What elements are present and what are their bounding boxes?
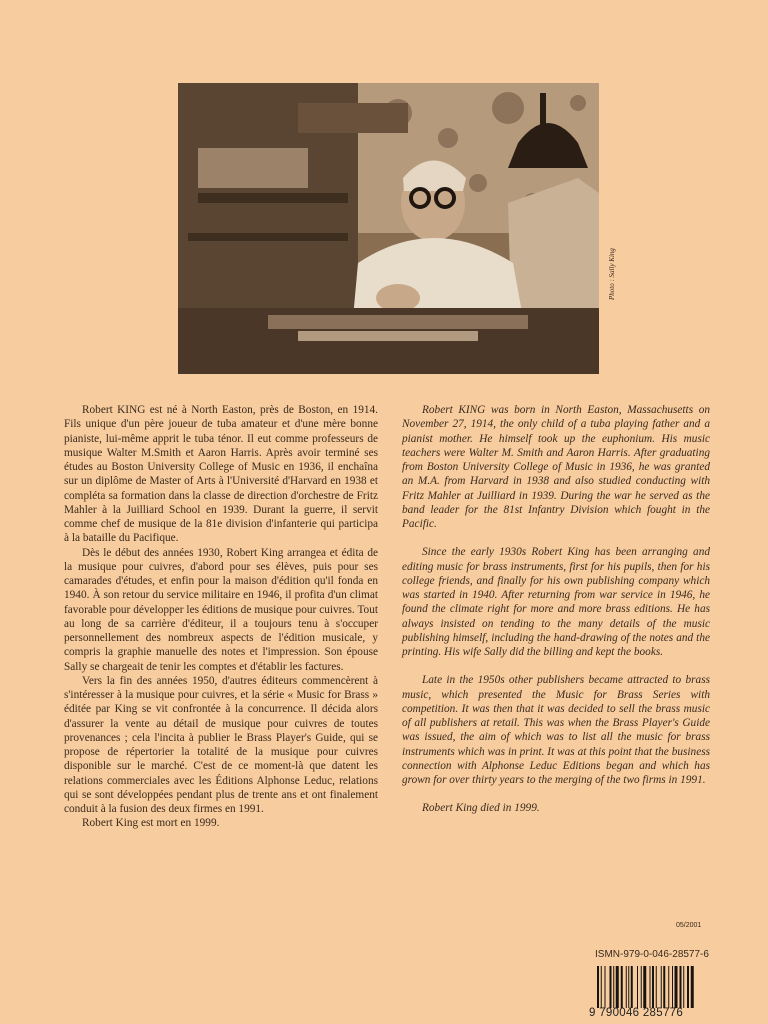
english-text-column	[402, 403, 710, 830]
photo-image	[178, 83, 599, 374]
barcode-bar	[668, 966, 669, 1008]
barcode-bar	[691, 966, 694, 1008]
barcode-bar	[610, 966, 612, 1008]
barcode-bar	[641, 966, 642, 1008]
barcode-bar	[628, 966, 629, 1008]
barcode-bar	[675, 966, 678, 1008]
barcode-bar	[661, 966, 662, 1008]
barcode-bar	[605, 966, 606, 1008]
english-paragraph: Robert KING was born in North Easton, Massachusetts on November 27, 1914, the only child of a tuba playing father and a pianist mother. He himself took up the euphonium. His music teachers were Walter M. Smith and Aaron Harris. After graduating from Boston University College of Music in 1936, he was granted an M.A. from Harvard in 1938 and also studied conducting with Fritz Mahler at Juilliard in 1939. During the war he served as the band leader for the 81st Infantry Division which fought in the Pacific.	[402, 404, 710, 530]
photo-credit: Photo : Sally King	[608, 248, 616, 300]
english-paragraph: Robert King died in 1999.	[422, 802, 540, 815]
french-paragraph: Vers la fin des années 1950, d'autres éditeurs commencèrent à s'intéresser à la musique pour cuivres, et la série « Music for Brass » éditée par King se vit confrontée à la concurrence. Il décida alors d'assurer la vente au détail de musique pour cuivres de toutes provenances ; cela l'incita à publier le Brass Player's Guide, qui se propose de répertorier la totalité de la musique pour cuivres disponible sur le marché. C'est de ce moment-là que datent les relations commerciales avec les Éditions Alphonse Leduc, relations qui se sont développées pendant plus de trente ans et ont finalement conduit à la fusion des deux firmes en 1991.	[64, 674, 378, 815]
barcode-bar	[626, 966, 627, 1008]
french-paragraph: Robert KING est né à North Easton, près de Boston, en 1914. Fils unique d'un père joueur de tuba amateur et d'une mère bonne pianiste, lui-même apprit le tuba ténor. Il eut comme professeurs de musique Walter M.Smith et Aaron Harris. Après avoir terminé ses études au Boston University College of Music en 1936, il enchaîna sur un diplôme de Master of Arts à l'Université d'Harvard en 1938 et compléta sa formation dans la classe de direction d'orchestre de Fritz Mahler à la Juilliard School en 1939. Durant la guerre, il servit comme chef de musique de la 81e division d'infanterie qui participa à la bataille du Pacifique.	[64, 404, 378, 545]
barcode-bar	[650, 966, 651, 1008]
french-paragraph: Robert King est mort en 1999.	[82, 817, 220, 830]
barcode-bar	[652, 966, 654, 1008]
french-paragraph: Dès le début des années 1930, Robert King arrangea et édita de la musique pour cuivres, d'abord pour ses élèves, puis pour ses camarades d'études, et enfin pour la maison d'édition qu'il fonda en 1940. À son retour du service militaire en 1946, il profita d'un climat favorable pour développer les éditions de musique pour cuivres. Tout au long de sa carrière d'éditeur, il a toujours tenu à s'occuper personnellement des nombreux aspects de l'édition musicale, y compris la graphie manuelle des notes et l'impression. Son épouse Sally se chargeait de tenir les comptes et d'établir les factures.	[64, 546, 378, 673]
barcode-bar	[683, 966, 684, 1008]
barcode-bar	[672, 966, 673, 1008]
barcode-bar	[601, 966, 602, 1008]
date-code: 05/2001	[676, 922, 702, 929]
barcode-bar	[637, 966, 638, 1008]
barcode-bar	[663, 966, 665, 1008]
barcode-bar	[597, 966, 599, 1008]
barcode-bar	[621, 966, 623, 1008]
barcode-bar	[680, 966, 682, 1008]
barcode-bar	[613, 966, 614, 1008]
ismn-number: ISMN-979-0-046-28577-6	[595, 949, 709, 960]
barcode-bars	[589, 966, 727, 1008]
barcode-bar	[656, 966, 657, 1008]
english-paragraph: Late in the 1950s other publishers became attracted to brass music, which presented the Music for Brass Series with competition. It was then that it was decided to sell the brass music of all publishers at retail. This was when the Brass Player's Guide was issued, the aim of which was to list all the music for brass instruments which was in print. It was at this point that the business connection with Alphonse Leduc Editions began and which has grown for over thirty years to the merging of the two firms in 1991.	[402, 674, 710, 786]
barcode	[589, 966, 727, 1020]
barcode-bar	[643, 966, 646, 1008]
french-text-column	[64, 403, 378, 831]
barcode-bar	[631, 966, 633, 1008]
barcode-bar	[616, 966, 619, 1008]
english-paragraph: Since the early 1930s Robert King has been arranging and editing music for brass instruments, first for his pupils, then for his college friends, and finally for his own publishing company which was started in 1940. After returning from war service in 1946, he found the climate right for more and more brass editions. He has always insisted on tending to the many details of the music publishing himself, including the hand-drawing of the notes and the printing. His wife Sally did the billing and kept the books.	[402, 546, 710, 658]
photo-robert-king	[178, 83, 599, 374]
barcode-number: 9 790046 285776	[589, 1007, 684, 1019]
barcode-bar	[687, 966, 689, 1008]
